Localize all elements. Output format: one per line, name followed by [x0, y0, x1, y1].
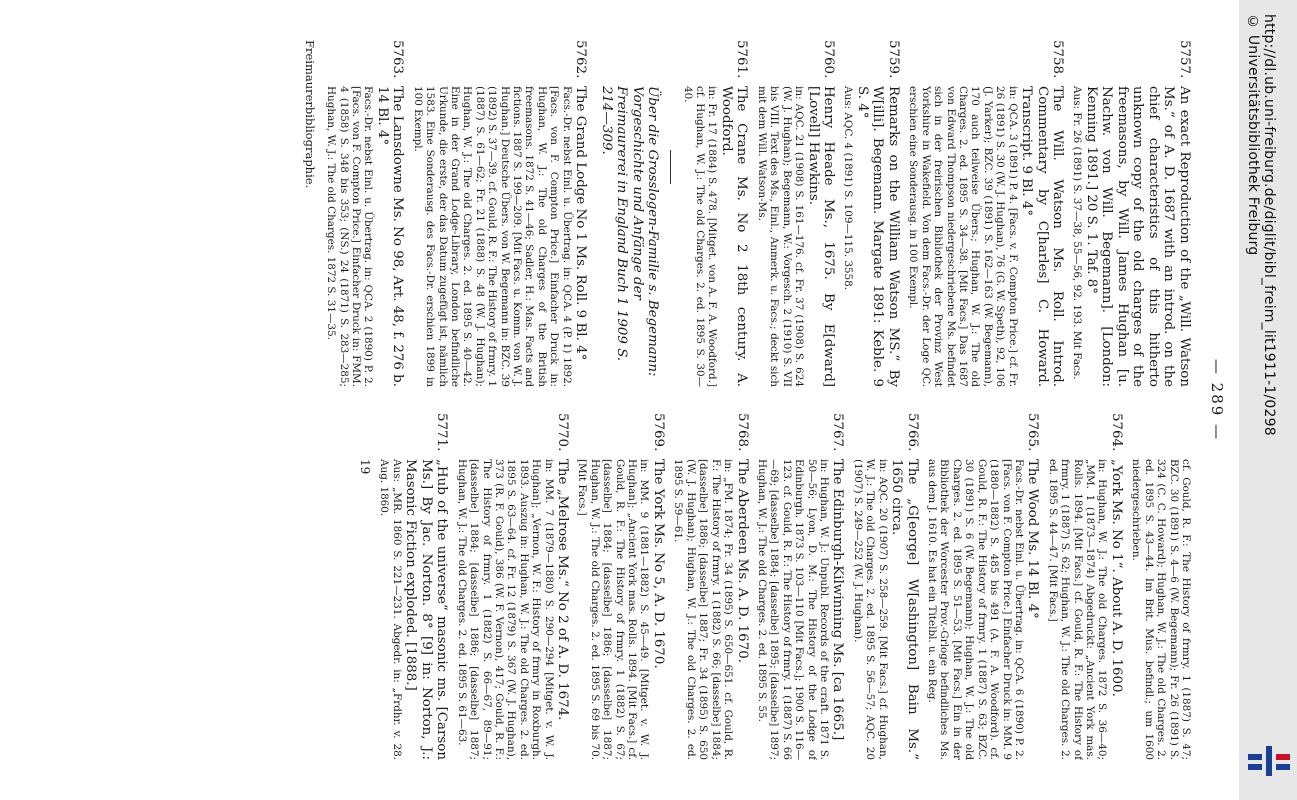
entry-details: Facs.-Dr. nebst Einl. u. Übertrag. in: QCA. 2 (1890) P. 2. [Facs. von F. Compton Price.] Einfacher Druck in: FMM. 4 (1858) S. 348 bis 353; (NS.) 24 (1871) S. 283—285; Hughan, W. J.: The old Charges. 1872 S. 31—35.	[325, 86, 375, 387]
entry-details: in: Hughan, W. J.: The old Charges. 1872 S. 36—40; „MM. 1 (1873—1874) Abgedruckt: „Ancient York mas. Rolls. 1894. [Mit Facs.] cf. Gould, R. F.: The History of frmry. 1 (1887) S. 62; Hughan, W. J.: The old Charges. 2. ed. 1895 S. 44—47. [Mit Facs.]	[1046, 459, 1109, 760]
entry-details: in: AQC. 20 (1907) S. 258—259. [Mit Facs.] cf. Hughan, W. J.: The old Charges. 2. ed. 1895 S. 56—57; AQC. 20 (1907) S. 249—252 (W. J. Hughan).	[851, 459, 889, 760]
entry-number: 5764.	[1108, 413, 1124, 452]
entry-number: 5757.	[1177, 40, 1192, 79]
entry-title: The Lansdowne Ms. No 98, Art. 48, f. 276 b. 14 Bl. 4°	[374, 86, 406, 387]
left-column	[180, 40, 1192, 387]
copyright-notice: © Universitätsbibliothek Freiburg	[1245, 14, 1261, 256]
entry-number: 5758.	[1050, 40, 1066, 79]
university-logo-icon	[1248, 744, 1290, 778]
entry-details: in: AQC. 21 (1908) S. 161—176. cf. Fr. 37 (1908) S. 624 (W. J. Hughan); Begemann, W.: Vorgesch. 2 (1910) S. VII bis VIII. Text des Ms., Einl., Anmerk. u. Facs.; deckt sich mit dem Will. Watson-Ms.	[755, 86, 806, 387]
entry-title: The „G[eorge] W[ashington] Bain Ms.“ 1650 circa.	[889, 459, 920, 760]
entry-title: The Grand Lodge No 1 Ms. Roll. 9 Bl. 4°	[573, 86, 589, 361]
entry-details: in: Hughan, W. J.: Unpubl. Records of the craft. 1871 S. 50—56; Lyon, D. M.: The History of the Lodge of Edinburgh. 1873 S. 103—110 [Mit Facs.]; 1900 S. 116—123. cf. Gould, R. F.: The History of frmry. 1 (1887) S. 66—69; [dasselbe] 1884; [dasselbe] 1895; [dasselbe] 1897; Hughan, W. J.: The old Charges. 2. ed. 1895 S. 55.	[755, 459, 830, 760]
entry-details: cf. Gould, R. F.: The History of frmry. 1 (1887) S. 47; BZC. 30 (1891) S. 4—6 (W. Begemann); Fr. 26 (1891) S. 324 (C. C. Howard); Hughan, W. J.: The old Charges. 2. ed. 1895 S. 43—44. Im Brit. Mus. befindl.; um 1600 niedergeschrieben.	[1130, 459, 1192, 760]
document-page	[160, 0, 1240, 800]
entry-details: Aus: Fr. 26 (1891) S. 37—38, 55—56, 92. 193. Mit Facs.	[1071, 86, 1084, 380]
entry-details: in: QCA. 3 (1891) P. 4. [Facs. v. F. Compton Price.] cf. Fr. 26 (1891) S. 30 (W. J. Hughan), 76 (G. W. Speth), 92, 106 (J. Yarker); BZC. 39 (1891) S. 162—163 (W. Begemann), 170 auch teilweise Übers.; Hughan, W. J.: The old Charges. 2. ed. 1895 S. 34—38. [Mit Facs.] Das 1687 von Edward Thompson niedergeschriebene Ms. befindet sich in der freirischen Bibliothek der Provinz West Yorkshire in Wakefield. Von dem Facs.-Dr. der Loge QC. erschien eine Sonderausg. in 100 Exempl.	[907, 86, 1019, 387]
bibliography-entry	[1046, 413, 1124, 760]
entry-details: in: MM. 9 (1881—1882) S. 45—49. [Mitget. v. W. J. Hughan]; „Ancient York mas. Rolls. 1894. [Mit Facs.] cf. Gould, R. F.: The History of frmry. 1 (1882) S. 67; [dasselbe] 1884; [dasselbe] 1886; [dasselbe] 1887; Hughan, W. J.: The old Charges. 2. ed. 1895 S. 69 bis 70. [Mit Facs.]	[576, 459, 651, 760]
entry-number: 5760.	[821, 40, 837, 79]
entry-number: 5766.	[904, 413, 920, 452]
bibliography-entry	[455, 413, 570, 760]
entry-title: The Crane Ms. No 2 18th century. A. Woodford.	[718, 86, 750, 387]
entry-details: in: Fr. 17 (1884) S. 478. [Mitget. von A. F. A. Woodford.] cf. Hughan, W. J.: The old Charges. 2. ed. 1895 S. 30—40.	[681, 86, 719, 387]
entry-title: The Aberdeen Ms. A. D. 1670.	[734, 459, 750, 663]
source-url[interactable]: http://dl.ub.uni-freiburg.de/diglit/bibl_freim_lit1911-1/0298	[1261, 14, 1277, 436]
section-note: Über die Grosslogen-Familie s. Begemann: Vorgeschichte und Anfänge der Freimaurerei in England Buch 1 1909 S. 214—309.	[598, 86, 661, 377]
entry-details: Aus: AQC. 4 (1891) S. 109—115. 3558.	[842, 86, 855, 291]
entry-number: 5767.	[830, 413, 846, 452]
bibliography-entry	[672, 413, 750, 760]
entry-title: „York Ms. No 1“. About A. D. 1600.	[1108, 459, 1124, 697]
entry-title: The Edinburgh-Kilwinning Ms. [ca 1665.]	[830, 459, 846, 741]
right-column	[180, 413, 1192, 760]
bibliography-entry	[842, 40, 901, 387]
sidebar-text	[1245, 14, 1277, 436]
page-number: — 289 —	[1208, 358, 1226, 442]
running-footer: Freimaurerbibliographie.	[302, 40, 317, 189]
bibliography-entry	[926, 413, 1041, 760]
bibliography-entry	[756, 413, 846, 760]
bibliography-entry	[851, 413, 919, 760]
bibliography-entry	[755, 40, 836, 387]
entry-details: Aus: „MR. 1860 S. 221—231. Abgedr. in: „Frdhr. v. 28. Aug. 1860.	[378, 459, 403, 760]
entry-number: 5763.	[390, 40, 406, 79]
entry-details: in: „FM. 1874; Fr. 34 (1895) S. 650—651. cf. Gould, R. F.: The History of frmry. 1 (1882) S. 66; [dasselbe] 1884; [dasselbe] 1886; [dasselbe] 1887; Fr. 34 (1895) S. 650 (W. J. Hughan); Hughan, W. J.: The old Charges. 2. ed. 1895 S. 59—61.	[672, 459, 735, 760]
entry-number: 5768.	[734, 413, 750, 452]
bibliography-entry	[576, 413, 666, 760]
bibliography-entry	[1130, 413, 1192, 760]
entry-number: 5759.	[885, 40, 901, 79]
entry-title: „Hub of the universe“ masonic ms. [Carson Ms.] By Jac. Norton. 8° [9] in: Norton, J.: Masonic Fiction exploded. [1888.]	[403, 459, 450, 760]
entry-title: An exact Reproduction of the „Will. Watson Ms.“ of A. D. 1687 with an introd. on the chief characteristics of this hitherto unknown copy of the old charges of the freemasons, by Will. James Hughan [u. Nachw. von Will. Begemann]. [London: Kenning 1891.] 20 S. 1. Taf. 8°	[1084, 86, 1192, 387]
entry-title: The York Ms. No 5, A. D. 1670.	[651, 459, 666, 669]
entry-details: Facs.-Dr. nebst Einl. u. Übertrag. in: QCA. 4 (P. 1) 1892. [Facs. von F. Compton Price.] Einfacher Druck in: Hughan, W. J.: The old Charges of the British freemasons. 1872 S. 41—46; Sadler, H.: Mas. Facts and fictions. 1887 S. 199—209. [Mit Facs. u. Komm. von W. J. Hughan.] Deutsche Übers. von W. Begemann in: BZC. 39 (1892) S. 37—39. cf. Gould, R. F.: The History of frmry. 1 (1887) S. 61—62; Fr. 21 (1888) S. 48 (W. J. Hughan); Hughan, W. J.: The old Charges. 2. ed. 1895 S. 40—42. Eine in der Grand Lodge-Library, London befindliche Urkunde, die erste, der das Datum zugefügt ist, nämlich 1583. Eine Sonderausg. des Facs.-Dr. erschien 1899 in 100 Exempl.	[411, 86, 573, 387]
bibliography-entry	[907, 40, 1065, 387]
entry-details: Facs.-Dr. nebst Einl. u. Übertrag. in: QCA. 6 (1890) P. 2. [Facs. von F. Compton Price.] Einfacher Druck in: MM. 9 (1880—1882) S. 485 bis 491 (A. F. A. Woodford). cf. Gould, R. F.: The History of frmry. 1 (1887) S. 63; BZC. 30 (1891) S. 6 (W. Begemann); Hughan, W. J.: The old Charges. 2. ed. 1895 S. 51—53. [Mit Facs.] Ein in der Bibliothek der Worcester Prov.-Grloge befindliches Ms. aus dem J. 1610. Es hat ein Titelbl. u. ein Reg.	[926, 459, 1025, 760]
entry-title: The Will. Watson Ms. Roll. Introd. Commentary by C[harles] C. Howard. Transcript. 9 Bl. 4°	[1019, 86, 1066, 387]
bibliography-entry	[1071, 40, 1192, 387]
bibliography-entry	[681, 40, 749, 387]
entry-title: The Wood Ms. 14 Bl. 4°	[1025, 459, 1041, 619]
entry-number: 5765.	[1025, 413, 1041, 452]
entry-number	[1130, 413, 1192, 459]
entry-details: in: MM. 7 (1879—1880) S. 290—294 [Mitget. v. W. J. Hughan]; „Vernon, W. F.: History of frmry in Roxburgh. 1893. Auszug in: Hughan, W. J.: The old Charges. 2. ed. 1895 S. 63—64. cf. Fr. 12 (1879) S. 367 (W. J. Hughan), 373 (R. F. Gould), 386 (W. F. Vernon), 417; Gould, R. F.: The History of frmry. 1 (1882) S. 66—67, 89—91; [dasselbe] 1884; [dasselbe] 1886; [dasselbe] 1887; Hughan, W. J.: The old Charges. 2. ed. 1895 S. 61—63.	[455, 459, 555, 760]
entry-number: 5771.	[434, 413, 450, 452]
entry-title: Henry Heade Ms., 1675. By E[dward] [Lovell] Hawkins.	[805, 86, 837, 387]
entry-title: The „Melrose Ms.“ No 2 of A. D. 1674.	[555, 459, 571, 721]
bibliography-entry	[411, 40, 588, 387]
signature-mark: 19	[358, 459, 372, 475]
section-rule	[670, 150, 671, 184]
library-sidebar	[1239, 0, 1297, 800]
entry-number: 5762.	[573, 40, 589, 79]
bibliography-entry	[325, 40, 406, 387]
entry-number: 5769.	[651, 413, 666, 452]
entry-number: 5770.	[555, 413, 571, 452]
entry-title: Remarks on the William Watson MS.“ By W[illi]. Begemann. Margate 1891: Keble. 9 S. 4°	[854, 86, 901, 387]
bibliography-entry	[378, 413, 449, 760]
entry-number: 5761.	[734, 40, 750, 79]
